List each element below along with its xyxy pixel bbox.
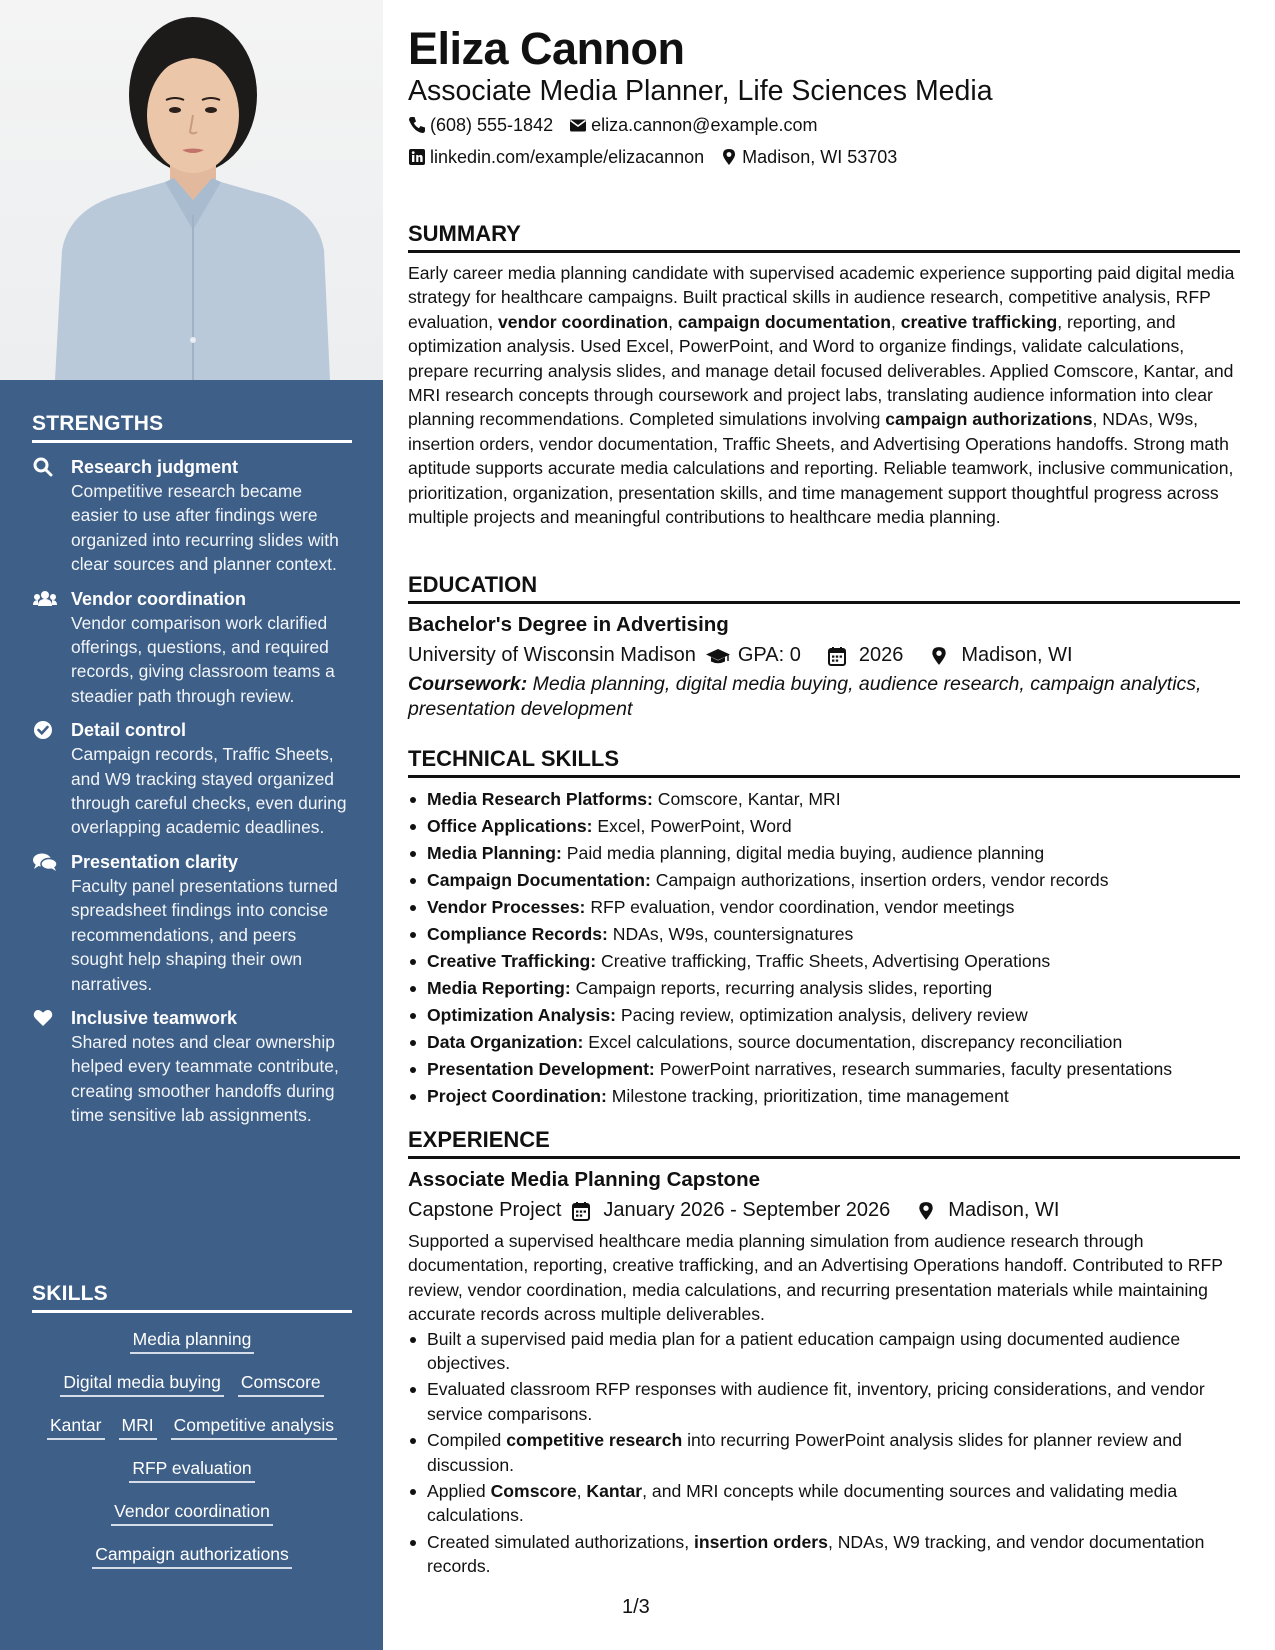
skill-row bbox=[32, 1413, 352, 1440]
skill-tag: RFP evaluation bbox=[129, 1456, 254, 1483]
experience-dates: January 2026 - September 2026 bbox=[603, 1199, 891, 1221]
strength-title: Inclusive teamwork bbox=[71, 1007, 238, 1028]
skill-tag: Vendor coordination bbox=[111, 1499, 273, 1526]
skills-heading: SKILLS bbox=[32, 1282, 352, 1313]
calendar-icon bbox=[827, 645, 849, 665]
list-item bbox=[408, 867, 1240, 894]
skill-row bbox=[32, 1456, 352, 1483]
users-icon bbox=[33, 589, 55, 609]
list-item bbox=[408, 894, 1240, 921]
technical-skills-section bbox=[408, 745, 1240, 1110]
skill-list bbox=[32, 1327, 352, 1569]
strength-title: Research judgment bbox=[71, 457, 239, 477]
experience-bullets bbox=[408, 1327, 1240, 1579]
skill-value: Paid media planning, digital media buying, audience planning bbox=[566, 843, 1045, 863]
skill-value: Creative trafficking, Traffic Sheets, Advertising Operations bbox=[601, 951, 1051, 971]
list-item: Compiled competitive research into recurring PowerPoint analysis slides for planner review and discussion. bbox=[408, 1428, 1240, 1477]
candidate-name: Eliza Cannon bbox=[408, 23, 685, 74]
sidebar bbox=[0, 0, 383, 1650]
skill-label: Campaign Documentation: bbox=[427, 870, 651, 890]
skill-value: Campaign reports, recurring analysis slides, reporting bbox=[575, 978, 993, 998]
strength-text: Faculty panel presentations turned spreadsheet findings into concise recommendations, and peers sought help shaping their own narratives. bbox=[71, 875, 338, 994]
skill-value: PowerPoint narratives, research summaries, faculty presentations bbox=[659, 1059, 1173, 1079]
skill-tag: Campaign authorizations bbox=[92, 1542, 292, 1569]
coursework-label: Coursework: bbox=[408, 673, 528, 695]
list-item bbox=[408, 1056, 1240, 1083]
skill-row bbox=[32, 1370, 352, 1397]
location-text: Madison, WI 53703 bbox=[742, 147, 898, 167]
linkedin-icon bbox=[408, 148, 426, 166]
email-item[interactable] bbox=[569, 113, 817, 137]
linkedin-item[interactable] bbox=[408, 145, 704, 169]
email-text[interactable]: eliza.cannon@example.com bbox=[591, 115, 818, 135]
skill-label: Project Coordination: bbox=[427, 1086, 607, 1106]
list-item bbox=[408, 921, 1240, 948]
strength-item bbox=[32, 850, 352, 996]
strength-title: Vendor coordination bbox=[71, 588, 247, 609]
degree-title: Bachelor's Degree in Advertising bbox=[408, 613, 729, 636]
skill-value: Milestone tracking, prioritization, time management bbox=[611, 1086, 1009, 1106]
calendar-icon bbox=[571, 1200, 593, 1220]
check-circle-icon bbox=[33, 720, 55, 740]
contact-row bbox=[408, 113, 817, 137]
strength-item bbox=[32, 455, 352, 577]
skill-tag: Comscore bbox=[238, 1370, 324, 1397]
experience-heading: EXPERIENCE bbox=[408, 1126, 1240, 1159]
technical-skills-heading: TECHNICAL SKILLS bbox=[408, 745, 1240, 778]
list-item: Created simulated authorizations, insertion orders, NDAs, W9 tracking, and vendor documentation records. bbox=[408, 1530, 1240, 1579]
skill-value: Comscore, Kantar, MRI bbox=[657, 789, 841, 809]
skill-label: Optimization Analysis: bbox=[427, 1005, 616, 1025]
linkedin-text[interactable]: linkedin.com/example/elizacannon bbox=[430, 147, 705, 167]
experience-meta bbox=[408, 1195, 1240, 1225]
skill-row bbox=[32, 1327, 352, 1354]
skill-tag: Kantar bbox=[47, 1413, 105, 1440]
strength-item bbox=[32, 1006, 352, 1128]
education-heading: EDUCATION bbox=[408, 571, 1240, 604]
skill-value: RFP evaluation, vendor coordination, vendor meetings bbox=[590, 897, 1015, 917]
summary-text: Early career media planning candidate with supervised academic experience supporting paid digital media strategy for healthcare campaigns. Built practical skills in audience research, competitive analysis, RFP evaluation, vendor coordination, campaign documentation, creative trafficking, reporting, and optimization analysis. Used Excel, PowerPoint, and Word to organize findings, validate calculations, prepare recurring analysis slides, and manage detail focused deliverables. Applied Comscore, Kantar, and MRI research concepts through coursework and project labs, translating audience information into clear planning recommendations. Completed simulations involving campaign authorizations, NDAs, W9s, insertion orders, vendor documentation, Traffic Sheets, and Advertising Operations handoffs. Strong math aptitude supports accurate media calculations and reporting. Reliable teamwork, inclusive communication, prioritization, organization, presentation skills, and time management support thoughtful progress across multiple projects and meaningful contributions to healthcare media planning. bbox=[408, 263, 1235, 528]
strength-title: Detail control bbox=[71, 720, 187, 741]
technical-skills-list bbox=[408, 786, 1240, 1110]
skill-row bbox=[32, 1499, 352, 1526]
page-number: 1/3 bbox=[622, 1596, 650, 1618]
map-marker-icon bbox=[916, 1200, 938, 1220]
summary-section bbox=[408, 220, 1240, 529]
strength-item bbox=[32, 718, 352, 840]
heart-icon bbox=[33, 1008, 55, 1028]
skills-section bbox=[32, 1282, 352, 1585]
experience-description: Supported a supervised healthcare media planning simulation from audience research through documentation, reporting, creative trafficking, and an Advertising Operations handoff. Contributed to RFP review, vendor coordination, media calculations, and recurring presentation materials while maintaining accurate records across multiple deliverables. bbox=[408, 1231, 1223, 1325]
summary-heading: SUMMARY bbox=[408, 220, 1240, 253]
graduation-cap-icon bbox=[706, 645, 728, 665]
list-item bbox=[408, 1029, 1240, 1056]
skill-label: Creative Trafficking: bbox=[427, 951, 597, 971]
skill-value: Campaign authorizations, insertion orders, vendor records bbox=[655, 870, 1109, 890]
envelope-icon bbox=[569, 116, 587, 134]
strength-text: Competitive research became easier to use after findings were organized into recurring slides with clear sources and planner context. bbox=[71, 481, 339, 575]
strength-text: Shared notes and clear ownership helped every teammate contribute, creating smoother handoffs during time sensitive lab assignments. bbox=[71, 1031, 339, 1126]
phone-icon bbox=[408, 116, 426, 134]
skill-label: Presentation Development: bbox=[427, 1059, 655, 1079]
profile-photo bbox=[0, 0, 383, 380]
comments-icon bbox=[33, 852, 55, 872]
phone-text: (608) 555-1842 bbox=[430, 115, 554, 135]
education-meta bbox=[408, 640, 1240, 670]
map-marker-icon bbox=[720, 148, 738, 166]
list-item bbox=[408, 975, 1240, 1002]
education-section bbox=[408, 571, 1240, 722]
skill-label: Compliance Records: bbox=[427, 924, 608, 944]
strength-title: Presentation clarity bbox=[71, 851, 239, 872]
school-location: Madison, WI bbox=[961, 644, 1073, 666]
list-item: Built a supervised paid media plan for a patient education campaign using documented audience objectives. bbox=[408, 1327, 1240, 1376]
strength-item bbox=[32, 587, 352, 709]
list-item bbox=[408, 948, 1240, 975]
list-item bbox=[408, 840, 1240, 867]
candidate-role: Associate Media Planner, Life Sciences Media bbox=[408, 75, 993, 107]
graduation-year: 2026 bbox=[858, 644, 904, 666]
skill-tag: MRI bbox=[119, 1413, 157, 1440]
skill-tag: Media planning bbox=[130, 1327, 255, 1354]
skill-value: Excel, PowerPoint, Word bbox=[597, 816, 792, 836]
contact-row bbox=[408, 145, 897, 169]
coursework-text: Media planning, digital media buying, audience research, campaign analytics, presentation development bbox=[408, 673, 1202, 720]
skill-row bbox=[32, 1542, 352, 1569]
location-item bbox=[720, 145, 897, 169]
skill-value: NDAs, W9s, countersignatures bbox=[612, 924, 854, 944]
list-item: Applied Comscore, Kantar, and MRI concepts while documenting sources and validating media calculations. bbox=[408, 1479, 1240, 1528]
strengths-heading: STRENGTHS bbox=[32, 412, 352, 443]
skill-label: Data Organization: bbox=[427, 1032, 584, 1052]
map-marker-icon bbox=[929, 645, 951, 665]
list-item bbox=[408, 1083, 1240, 1110]
experience-title: Associate Media Planning Capstone bbox=[408, 1168, 760, 1191]
coursework bbox=[408, 672, 1240, 722]
list-item bbox=[408, 813, 1240, 840]
school-name: University of Wisconsin Madison bbox=[408, 644, 696, 666]
phone-item bbox=[408, 113, 553, 137]
skill-label: Media Planning: bbox=[427, 843, 562, 863]
list-item bbox=[408, 1002, 1240, 1029]
skill-label: Media Reporting: bbox=[427, 978, 571, 998]
skill-label: Media Research Platforms: bbox=[427, 789, 653, 809]
skill-tag: Competitive analysis bbox=[171, 1413, 337, 1440]
strength-text: Vendor comparison work clarified offerings, questions, and required records, giving classroom teams a steadier path through review. bbox=[71, 612, 335, 706]
list-item: Evaluated classroom RFP responses with audience fit, inventory, pricing considerations, and vendor service comparisons. bbox=[408, 1377, 1240, 1426]
experience-location: Madison, WI bbox=[948, 1199, 1060, 1221]
skill-tag: Digital media buying bbox=[60, 1370, 224, 1397]
search-icon bbox=[33, 457, 55, 477]
experience-org: Capstone Project bbox=[408, 1199, 562, 1221]
skill-value: Excel calculations, source documentation, discrepancy reconciliation bbox=[588, 1032, 1123, 1052]
skill-value: Pacing review, optimization analysis, delivery review bbox=[620, 1005, 1028, 1025]
strengths-section bbox=[32, 412, 352, 1128]
experience-section bbox=[408, 1126, 1240, 1581]
strength-text: Campaign records, Traffic Sheets, and W9 tracking stayed organized through careful checks, even during overlapping academic deadlines. bbox=[71, 744, 347, 838]
skill-label: Vendor Processes: bbox=[427, 897, 586, 917]
skill-label: Office Applications: bbox=[427, 816, 593, 836]
list-item bbox=[408, 786, 1240, 813]
gpa-text: GPA: 0 bbox=[737, 644, 801, 666]
